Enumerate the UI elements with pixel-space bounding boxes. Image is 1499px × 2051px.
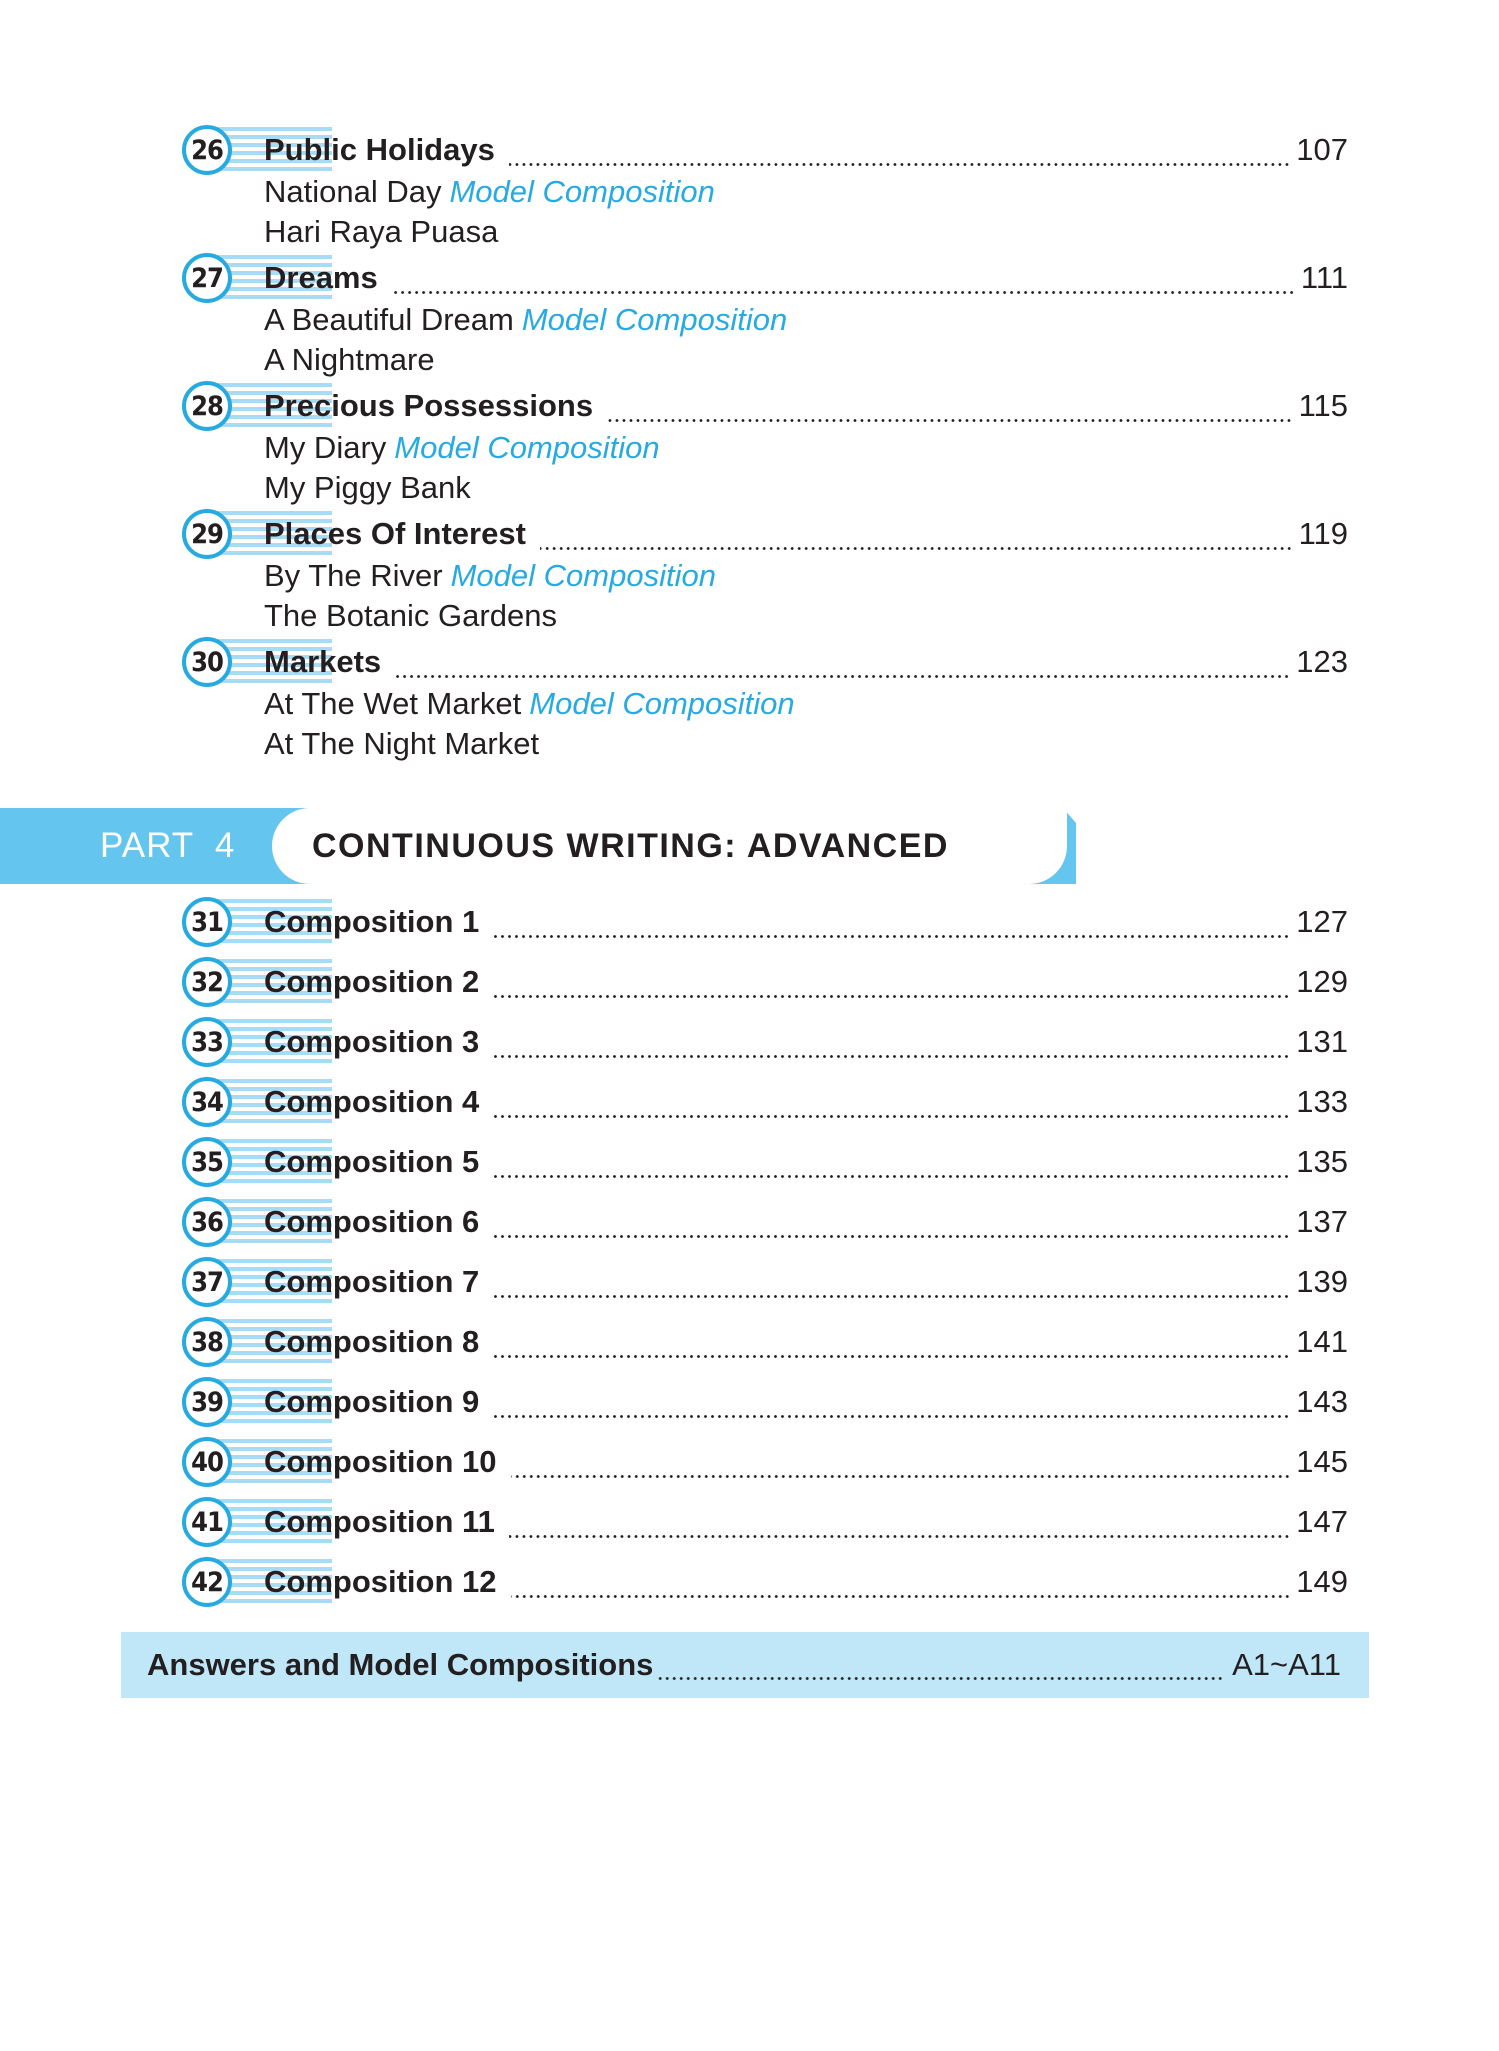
toc-part4: [182, 897, 1348, 1617]
chapter-number-badge: 34: [182, 1077, 232, 1127]
part-title: CONTINUOUS WRITING: ADVANCED: [312, 827, 949, 865]
dot-leader: [540, 547, 1293, 550]
subtopic-item: [182, 724, 1348, 764]
toc-chapter[interactable]: [182, 1557, 1348, 1617]
model-composition-tag: Model Composition: [521, 302, 788, 337]
dot-leader: [511, 1595, 1291, 1598]
dot-leader: [657, 1677, 1224, 1680]
page-number: 141: [1296, 1324, 1348, 1359]
dot-leader: [607, 419, 1292, 422]
toc-chapter[interactable]: [182, 253, 1348, 381]
dot-leader: [493, 1115, 1290, 1118]
chapter-title: Composition 1: [264, 904, 480, 939]
subtopic-title: A Nightmare: [264, 342, 435, 377]
page-number: 107: [1296, 132, 1348, 167]
dot-leader: [509, 1535, 1290, 1538]
page-number: 131: [1296, 1024, 1348, 1059]
dot-leader: [395, 675, 1290, 678]
subtopic-title: At The Night Market: [264, 726, 540, 761]
subtopic-title: My Diary: [264, 430, 387, 465]
answers-title: Answers and Model Compositions: [147, 1647, 654, 1682]
model-composition-tag: Model Composition: [394, 430, 660, 465]
chapter-number-badge: 42: [182, 1557, 232, 1607]
chapter-number-badge: 41: [182, 1497, 232, 1547]
chapter-title: Places Of Interest: [264, 516, 526, 551]
chapter-number-badge: 32: [182, 957, 232, 1007]
subtopic-item: [182, 556, 1348, 596]
dot-leader: [493, 1295, 1290, 1298]
page-number: 119: [1298, 516, 1348, 551]
toc-chapter[interactable]: [182, 1017, 1348, 1077]
chapter-number-badge: 38: [182, 1317, 232, 1367]
chapter-number-badge: 36: [182, 1197, 232, 1247]
toc-chapter[interactable]: [182, 1317, 1348, 1377]
answers-page-range: A1~A11: [1232, 1647, 1341, 1682]
chapter-number-badge: 35: [182, 1137, 232, 1187]
dot-leader: [493, 1175, 1290, 1178]
dot-leader: [493, 1235, 1290, 1238]
toc-part3: [182, 125, 1348, 765]
subtopic-item: [182, 428, 1348, 468]
toc-chapter[interactable]: [182, 1257, 1348, 1317]
subtopic-title: National Day: [264, 174, 442, 209]
chapter-title: Composition 9: [264, 1384, 480, 1419]
page-number: 137: [1296, 1204, 1348, 1239]
toc-chapter[interactable]: [182, 509, 1348, 637]
toc-chapter[interactable]: [182, 957, 1348, 1017]
toc-chapter[interactable]: [182, 1437, 1348, 1497]
subtopic-title: By The River: [264, 558, 443, 593]
toc-chapter[interactable]: [182, 1137, 1348, 1197]
page-number: 133: [1296, 1084, 1348, 1119]
chapter-title: Composition 11: [264, 1504, 495, 1539]
subtopic-item: [182, 300, 1348, 340]
subtopic-title: At The Wet Market: [264, 686, 522, 721]
subtopic-item: [182, 468, 1348, 508]
dot-leader: [509, 163, 1290, 166]
chapter-title: Composition 5: [264, 1144, 480, 1179]
subtopic-item: [182, 340, 1348, 380]
chapter-title: Composition 7: [264, 1264, 480, 1299]
dot-leader: [392, 291, 1295, 294]
subtopic-title: The Botanic Gardens: [264, 598, 557, 633]
chapter-title: Composition 3: [264, 1024, 480, 1059]
page-number: 135: [1296, 1144, 1348, 1179]
chapter-title: Composition 8: [264, 1324, 480, 1359]
dot-leader: [493, 935, 1290, 938]
chapter-title: Dreams: [264, 260, 378, 295]
chapter-number-badge: 31: [182, 897, 232, 947]
chapter-title: Composition 2: [264, 964, 480, 999]
toc-chapter[interactable]: [182, 381, 1348, 509]
page-number: 129: [1296, 964, 1348, 999]
chapter-title: Public Holidays: [264, 132, 495, 167]
subtopic-item: [182, 172, 1348, 212]
page-number: 111: [1300, 260, 1348, 295]
chapter-number-badge: 28: [182, 381, 232, 431]
page-number: 115: [1298, 388, 1348, 423]
chapter-number-badge: 37: [182, 1257, 232, 1307]
toc-chapter[interactable]: [182, 1077, 1348, 1137]
toc-chapter[interactable]: [182, 1377, 1348, 1437]
subtopic-item: [182, 684, 1348, 724]
part-banner: [0, 808, 1076, 884]
page-number: 147: [1296, 1504, 1348, 1539]
subtopic-title: My Piggy Bank: [264, 470, 471, 505]
chapter-number-badge: 29: [182, 509, 232, 559]
chapter-title: Markets: [264, 644, 382, 679]
subtopic-item: [182, 212, 1348, 252]
model-composition-tag: Model Composition: [450, 558, 716, 593]
subtopic-title: Hari Raya Puasa: [264, 214, 499, 249]
dot-leader: [493, 995, 1290, 998]
chapter-number-badge: 40: [182, 1437, 232, 1487]
page-number: 123: [1296, 644, 1348, 679]
chapter-number-badge: 30: [182, 637, 232, 687]
chapter-number-badge: 27: [182, 253, 232, 303]
page-number: 143: [1296, 1384, 1348, 1419]
part-label: PART 4: [100, 826, 236, 865]
chapter-number-badge: 26: [182, 125, 232, 175]
model-composition-tag: Model Composition: [529, 686, 795, 721]
chapter-title: Composition 6: [264, 1204, 480, 1239]
page-number: 139: [1296, 1264, 1348, 1299]
dot-leader: [493, 1055, 1290, 1058]
subtopic-item: [182, 596, 1348, 636]
model-composition-tag: Model Composition: [449, 174, 715, 209]
toc-chapter[interactable]: [182, 637, 1348, 765]
subtopic-title: A Beautiful Dream: [264, 302, 514, 337]
page-number: 145: [1296, 1444, 1348, 1479]
chapter-number-badge: 33: [182, 1017, 232, 1067]
answers-entry[interactable]: [121, 1632, 1369, 1698]
page-number: 149: [1296, 1564, 1348, 1599]
dot-leader: [511, 1475, 1291, 1478]
toc-chapter[interactable]: [182, 125, 1348, 253]
dot-leader: [493, 1415, 1290, 1418]
toc-chapter[interactable]: [182, 1497, 1348, 1557]
chapter-title: Precious Possessions: [264, 388, 594, 423]
chapter-title: Composition 10: [264, 1444, 497, 1479]
dot-leader: [493, 1355, 1290, 1358]
toc-chapter[interactable]: [182, 897, 1348, 957]
chapter-title: Composition 4: [264, 1084, 480, 1119]
toc-chapter[interactable]: [182, 1197, 1348, 1257]
chapter-number-badge: 39: [182, 1377, 232, 1427]
page-number: 127: [1296, 904, 1348, 939]
chapter-title: Composition 12: [264, 1564, 497, 1599]
